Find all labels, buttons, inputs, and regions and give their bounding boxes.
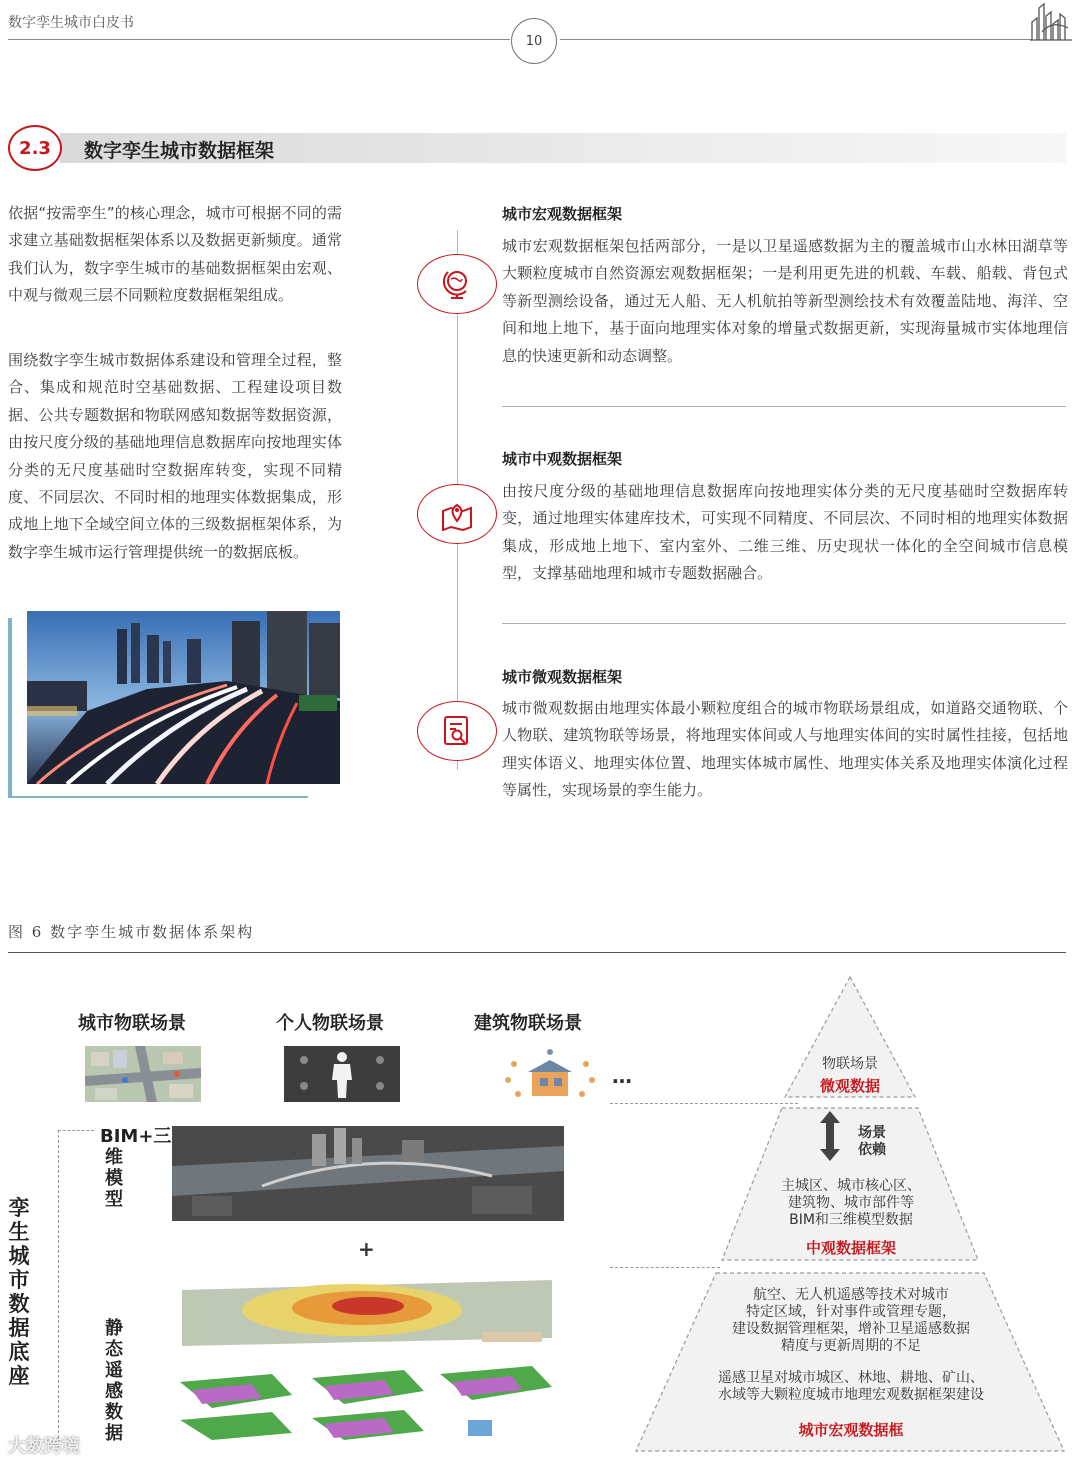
bottom-tier-line-3: 建设数据管理框架，增补卫星遥感数据 [732,1321,970,1337]
static-remote-sensing-label: 静态遥感数据 [105,1318,123,1444]
figure-rule [8,952,1066,953]
micro-framework-title: 城市微观数据框架 [502,668,623,686]
middle-tier-line-3: BIM和三维模型数据 [789,1212,913,1228]
meso-framework-title: 城市中观数据框架 [502,450,623,468]
bim-3d-model-label: BIM+三维模型 [100,1126,172,1210]
watermark: 大数跨境 [8,1436,80,1457]
macro-framework-text: 城市宏观数据框架包括两部分，一是以卫星遥感数据为主的覆盖城市山水林田湖草等大颗粒度城市自然资源宏观数据框架；一是利用更先进的机载、车载、船载、背包式等新型测绘设备，通过无人船、无人机航拍等新型测绘技术有效覆盖陆地、海洋、空间和地上地下，基于面向地理实体对象的增量式数据更新，实现海量城市实体地理信息的快速更新和动态调整。 [502,237,1068,365]
building-iot-scene-image [492,1046,608,1102]
header-rule-left [8,39,510,40]
city-traffic-photo [27,611,340,784]
personal-iot-scene-image [284,1046,400,1102]
top-tier-subtitle: 物联场景 [822,1056,878,1072]
micro-framework-marker [417,701,497,761]
figure-caption: 图 6 数字孪生城市数据体系架构 [8,923,255,941]
bottom-tier-line-1: 航空、无人机遥感等技术对城市 [753,1287,949,1303]
running-header-title: 数字孪生城市白皮书 [8,15,134,31]
section-divider [502,623,1066,624]
middle-tier-title: 中观数据框架 [805,1239,896,1257]
intro-paragraph: 依据“按需孪生”的核心理念，城市可根据不同的需求建立基础数据框架体系以及数据更新频度。通常我们认为，数字孪生城市的基础数据框架由宏观、中观与微观三层不同颗粒度数据框架组成。 [8,204,342,305]
photo-frame-accent-bottom [8,796,308,798]
meso-framework-marker [417,484,497,544]
data-base-label: 孪生城市数据底座 [8,1196,30,1388]
building-iot-scene-label: 建筑物联场景 [474,1013,582,1034]
section-divider [502,406,1066,407]
section-title: 数字孪生城市数据框架 [84,140,275,162]
page-number: 10 [511,18,557,64]
top-tier-title: 微观数据 [819,1077,880,1095]
map-pin-icon [439,497,475,531]
macro-framework-marker [417,254,497,314]
intro-paragraph-2: 围绕数字孪生城市数据体系建设和管理全过程，整合、集成和规范时空基础数据、工程建设项目数据、公共专题数据和物联网感知数据等数据资源，由按尺度分级的基础地理信息数据库向按地理实体分类的无尺度基础时空数据库转变，实现不同精度、不同层次、不同时相的地理实体数据集成，形成地上地下全域空间立体的三级数据框架体系，为数字孪生城市运行管理提供统一的数据底板。 [8,351,342,561]
middle-tier-line-1: 主城区、城市核心区、 [781,1178,921,1194]
bottom-tier-title: 城市宏观数据框 [798,1421,904,1439]
bottom-tier-line-2: 特定区域，针对事件或管理专题， [746,1304,956,1320]
bottom-tier-line-4: 精度与更新周期的不足 [781,1338,921,1354]
document-search-icon [440,714,474,748]
plus-sign: + [358,1237,375,1261]
bim-3d-model-image [172,1126,564,1221]
bottom-tier-line-6: 水域等大颗粒度城市地理宏观数据框架建设 [718,1387,984,1403]
globe-icon [440,267,474,301]
middle-tier-line-2: 建筑物、城市部件等 [788,1195,914,1211]
scene-label: 场景 [858,1125,886,1141]
remote-sensing-maps-image [172,1270,564,1440]
micro-framework-text: 城市微观数据由地理实体最小颗粒度组合的城市物联场景组成，如道路交通物联、个人物联、建筑物联等场景，将地理实体间或人与地理实体间的实时属性挂接，包括地理实体语义、地理实体位置、地理实体城市属性、地理实体关系及地理实体演化过程等属性，实现场景的孪生能力。 [502,699,1068,800]
more-scenes-ellipsis: … [612,1064,633,1088]
macro-framework-title: 城市宏观数据框架 [502,205,623,223]
city-skyline-logo-icon [1030,2,1072,42]
city-iot-scene-label: 城市物联场景 [78,1013,186,1034]
dashed-bracket [58,1130,59,1448]
photo-frame-accent [8,618,12,798]
city-iot-scene-image [85,1046,201,1102]
dashed-bracket-top [58,1130,94,1131]
bottom-tier-line-5: 遥感卫星对城市城区、林地、耕地、矿山、 [718,1370,984,1386]
section-number-badge: 2.3 [8,125,62,171]
meso-framework-text: 由按尺度分级的基础地理信息数据库向按地理实体分类的无尺度基础时空数据库转变，通过地理实体建库技术，可实现不同精度、不同层次、不同时相的地理实体数据集成，形成地上地下、室内室外、二维三维、历史现状一体化的全空间城市信息模型，支撑基础地理和城市专题数据融合。 [502,482,1068,583]
personal-iot-scene-label: 个人物联场景 [276,1013,384,1034]
header-rule-right [560,39,1032,40]
dependency-label: 依赖 [858,1142,886,1158]
